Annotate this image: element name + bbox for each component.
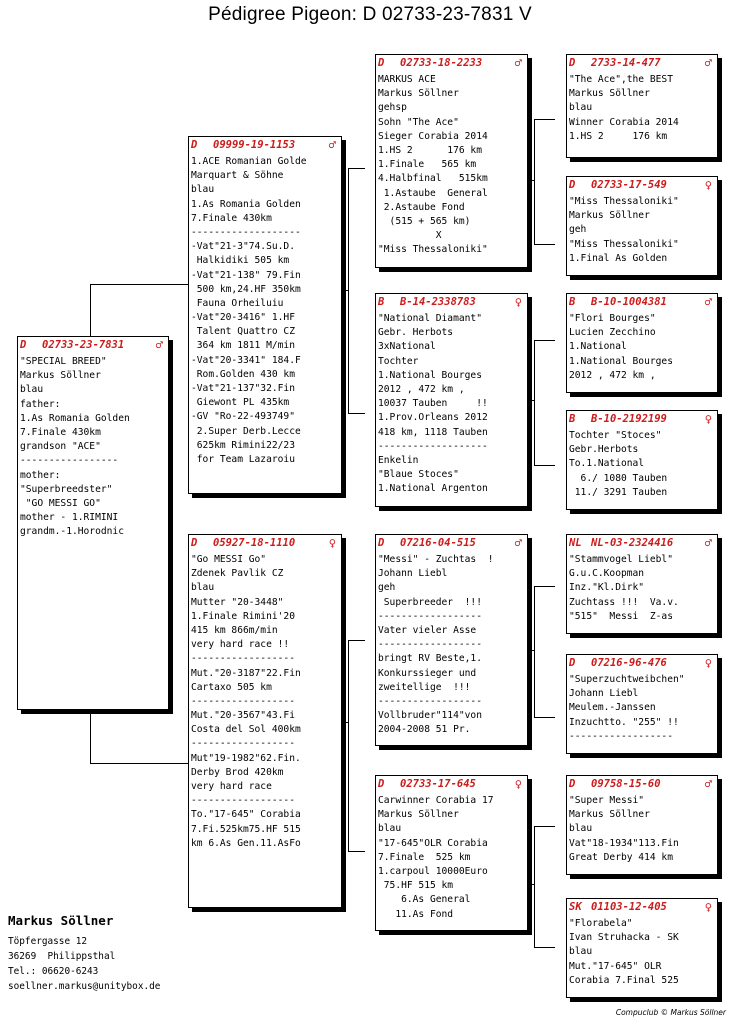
card-line: Corabia 7.Final 525	[569, 974, 679, 986]
card-header	[569, 178, 715, 192]
card-header	[569, 295, 715, 309]
male-sex-icon: ♂	[155, 338, 163, 352]
female-sex-icon: ♀	[514, 295, 522, 309]
card-header	[569, 777, 715, 791]
connector-ff-stub	[528, 180, 535, 181]
owner-address-city: 36269 Philippsthal	[8, 951, 116, 962]
card-line: 2.Astaube Fond	[378, 201, 465, 213]
card-line: 1.National Bourges	[569, 355, 673, 367]
card-line: ------------------	[191, 795, 295, 807]
card-line: father:	[20, 398, 61, 410]
country-code: SK	[569, 901, 582, 913]
card-line: ------------------	[378, 610, 482, 622]
card-line: Mut."20-3567"43.Fi	[191, 710, 295, 722]
card-line: grandm.-1.Horodnic	[20, 526, 124, 538]
card-header	[569, 412, 715, 426]
card-line: "Messi" - Zuchtas !	[378, 554, 494, 565]
country-code: NL	[569, 537, 582, 549]
card-line: 1.ACE Romanian Golde	[191, 156, 307, 167]
card-header	[569, 900, 715, 914]
connector-mf	[534, 586, 555, 718]
card-lines	[20, 355, 166, 539]
ring-number: 07216-96-476	[591, 657, 667, 669]
country-code: B	[569, 296, 576, 308]
card-line: Gebr. Herbots	[378, 327, 454, 339]
card-line: 1.As Romania Golden	[191, 198, 301, 210]
card-line: -Vat"21-138" 79.Fin	[191, 269, 301, 281]
female-sex-icon: ♀	[704, 900, 712, 914]
card-line: 1.As Romania Golden	[20, 412, 130, 424]
male-sex-icon: ♂	[514, 536, 522, 550]
card-line: Tochter	[378, 355, 419, 367]
card-line: Marquart & Söhne	[191, 170, 284, 182]
country-code: D	[569, 657, 576, 669]
card-line: Ivan Struhacka - SK	[569, 932, 679, 944]
card-line: blau	[569, 102, 593, 114]
card-header	[191, 536, 339, 550]
card-line: for Team Lazaroiu	[191, 453, 295, 465]
card-lines	[378, 794, 525, 922]
card-line: 3xNational	[378, 341, 436, 353]
ring-number: B-10-1004381	[591, 296, 667, 308]
card-line: 4.Halbfinal 515km	[378, 173, 488, 185]
card-line: 1.HS 2 176 km	[569, 130, 668, 142]
card-line: MARKUS ACE	[378, 74, 436, 85]
card-line: 6./ 1080 Tauben	[569, 472, 668, 484]
card-line: Inz."Kl.Dirk"	[569, 582, 645, 594]
card-line: blau	[191, 582, 215, 594]
card-lines	[569, 73, 715, 144]
card-line: blau	[569, 946, 593, 958]
pigeon-card-fmm	[566, 410, 718, 510]
ring-number: 09758-15-60	[591, 778, 661, 790]
pigeon-card-father	[188, 136, 342, 494]
card-line: ------------------	[569, 730, 673, 742]
card-line: Johann Liebl	[569, 688, 639, 700]
owner-phone: Tel.: 06620-6243	[8, 966, 99, 977]
card-line: Markus Söllner	[569, 809, 650, 821]
card-line: "515" Messi Z-as	[569, 610, 673, 622]
card-line: Mut."17-645" OLR	[569, 960, 662, 972]
card-line: 11.As Fond	[378, 908, 454, 920]
card-lines	[569, 917, 715, 988]
card-line: 10037 Tauben !!	[378, 398, 488, 410]
country-code: D	[20, 339, 27, 351]
card-line: blau	[20, 384, 44, 396]
card-line: 2004-2008 51 Pr.	[378, 724, 471, 736]
page-title: Pédigree Pigeon: D 02733-23-7831 V	[208, 4, 532, 25]
card-header	[378, 56, 525, 70]
card-line: 418 km, 1118 Tauben	[378, 426, 488, 438]
card-line: ------------------	[191, 695, 295, 707]
card-line: Derby Brod 420km	[191, 766, 284, 778]
card-line: "Florabela"	[569, 918, 633, 929]
card-line: zweitellige !!!	[378, 681, 471, 693]
card-line: Zdenek Pavlik CZ	[191, 568, 284, 580]
card-line: "Go MESSI Go"	[191, 554, 267, 565]
card-line: Talent Quattro CZ	[191, 326, 295, 338]
card-line: geh	[378, 582, 396, 594]
card-lines	[569, 794, 715, 865]
card-line: Winner Corabia 2014	[569, 116, 679, 128]
card-header	[569, 656, 715, 670]
card-line: 1.National Bourges	[378, 369, 482, 381]
owner-info	[8, 913, 160, 994]
card-header	[378, 777, 525, 791]
card-line: -------------------	[191, 226, 301, 238]
card-line: Tochter "Stoces"	[569, 430, 662, 441]
card-line: ------------------	[191, 738, 295, 750]
card-header	[191, 138, 339, 152]
card-line: Superbreeder !!!	[378, 596, 482, 608]
card-line: Markus Söllner	[569, 88, 650, 100]
card-header	[20, 338, 166, 352]
card-line: ------------------	[378, 695, 482, 707]
card-line: "National Diamant"	[378, 313, 482, 324]
card-line: km 6.As Gen.11.AsFo	[191, 837, 301, 849]
card-header	[569, 56, 715, 70]
pigeon-card-ffm	[566, 176, 718, 276]
pigeon-card-paternal-grandfather	[375, 54, 528, 268]
country-code: D	[378, 778, 385, 790]
male-sex-icon: ♂	[704, 536, 712, 550]
card-line: "GO MESSI GO"	[20, 497, 101, 509]
card-line: 2012 , 472 km ,	[378, 383, 465, 395]
card-line: Zuchtass !!! Va.v.	[569, 596, 679, 608]
ring-number: 02733-17-549	[591, 179, 667, 191]
card-line: "Flori Bourges"	[569, 313, 656, 324]
card-line: 7.Fi.525km75.HF 515	[191, 823, 301, 835]
card-line: 1.HS 2 176 km	[378, 144, 482, 156]
card-line: gehsp	[378, 102, 407, 114]
card-line: Costa del Sol 400km	[191, 724, 301, 736]
pigeon-card-paternal-grandmother	[375, 293, 528, 507]
country-code: B	[378, 296, 385, 308]
ring-number: B-10-2192199	[591, 413, 667, 425]
card-line: -------------------	[378, 440, 488, 452]
card-line: Mut"19-1982"62.Fin.	[191, 752, 301, 764]
card-line: grandson "ACE"	[20, 441, 101, 453]
card-line: 1.Final As Golden	[569, 252, 668, 264]
pigeon-card-mmf	[566, 775, 718, 875]
card-line: Markus Söllner	[569, 210, 650, 222]
card-line: 1.Finale 565 km	[378, 159, 477, 171]
ring-number: 02733-17-645	[400, 778, 476, 790]
card-line: blau	[569, 823, 593, 835]
card-line: Gebr.Herbots	[569, 444, 639, 456]
connector-mf-stub	[528, 650, 535, 651]
card-line: ------------------	[378, 639, 482, 651]
card-line: "The Ace",the BEST	[569, 74, 673, 85]
country-code: D	[191, 537, 198, 549]
pigeon-card-maternal-grandmother	[375, 775, 528, 931]
card-line: "Miss Thessaloniki"	[569, 238, 679, 250]
card-line: "Stammvogel Liebl"	[569, 554, 673, 565]
country-code: D	[191, 139, 198, 151]
card-line: 7.Finale 525 km	[378, 851, 471, 863]
card-line: "SPECIAL BREED"	[20, 356, 107, 367]
country-code: D	[378, 57, 385, 69]
card-line: Konkurssieger und	[378, 667, 477, 679]
card-line: To.1.National	[569, 458, 645, 470]
pigeon-card-fmf	[566, 293, 718, 393]
card-line: 625km Rimini22/23	[191, 439, 295, 451]
male-sex-icon: ♂	[704, 777, 712, 791]
card-lines	[569, 312, 715, 383]
card-line: (515 + 565 km)	[378, 215, 471, 227]
ring-number: B-14-2338783	[400, 296, 476, 308]
connector-father	[348, 168, 365, 414]
card-line: Meulem.-Janssen	[569, 702, 656, 714]
card-header	[378, 536, 525, 550]
card-line: -Vat"21-137"32.Fin	[191, 383, 295, 394]
card-line: "Miss Thessaloniki"	[378, 244, 488, 256]
female-sex-icon: ♀	[704, 412, 712, 426]
card-line: 1.Prov.Orleans 2012	[378, 412, 488, 424]
male-sex-icon: ♂	[704, 295, 712, 309]
card-line: geh	[569, 224, 587, 236]
female-sex-icon: ♀	[514, 777, 522, 791]
copyright-footer: Compuclub © Markus Söllner	[615, 1008, 726, 1017]
card-line: -GV "Ro-22-493749"	[191, 411, 295, 423]
pigeon-card-maternal-grandfather	[375, 534, 528, 746]
connector-father-stub	[342, 290, 349, 291]
card-line: Cartaxo 505 km	[191, 681, 272, 693]
card-line: very hard race !!	[191, 639, 290, 651]
card-line: Mut."20-3187"22.Fin	[191, 667, 301, 679]
card-line: Markus Söllner	[20, 370, 101, 382]
male-sex-icon: ♂	[704, 56, 712, 70]
ring-number: 05927-18-1110	[213, 537, 296, 549]
pigeon-card-fff	[566, 54, 718, 158]
card-lines	[569, 673, 715, 744]
connector-fm-stub	[528, 400, 535, 401]
card-line: To."17-645" Corabia	[191, 809, 301, 821]
card-lines	[569, 195, 715, 266]
country-code: B	[569, 413, 576, 425]
card-line: "Superzuchtweibchen"	[569, 674, 685, 685]
pigeon-card-mff	[566, 534, 718, 634]
card-line: G.u.C.Koopman	[569, 568, 645, 580]
female-sex-icon: ♀	[704, 656, 712, 670]
card-line: Johann Liebl	[378, 568, 448, 580]
ring-number: 09999-19-1153	[213, 139, 296, 151]
card-line: very hard race	[191, 781, 272, 792]
card-line: 1.carpoul 10000Euro	[378, 865, 488, 877]
card-lines	[378, 312, 525, 496]
card-line: "17-645"OLR Corabia	[378, 837, 488, 849]
card-line: -Vat"20-3416" 1.HF	[191, 312, 295, 324]
male-sex-icon: ♂	[328, 138, 336, 152]
pigeon-card-subject	[17, 336, 169, 710]
country-code: D	[569, 57, 576, 69]
card-line: Sieger Corabia 2014	[378, 130, 488, 142]
owner-address-street: Töpfergasse 12	[8, 936, 88, 947]
ring-number: 2733-14-477	[591, 57, 661, 69]
card-line: mother:	[20, 469, 61, 481]
card-line: Fauna Orheiluiu	[191, 297, 284, 309]
connector-ff	[534, 119, 555, 245]
card-line: 500 km,24.HF 350km	[191, 283, 301, 295]
card-line: ------------------	[191, 653, 295, 665]
card-line: Vater vieler Asse	[378, 624, 477, 636]
ring-number: NL-03-2324416	[591, 537, 674, 549]
pigeon-card-mother	[188, 534, 342, 908]
card-line: Giewont PL 435km	[191, 397, 290, 409]
card-line: Mutter "20-3448"	[191, 596, 284, 608]
pigeon-card-mfm	[566, 654, 718, 754]
card-line: Great Derby 414 km	[569, 851, 673, 863]
card-lines	[569, 553, 715, 624]
card-lines	[569, 429, 715, 500]
card-line: 364 km 1811 M/min	[191, 340, 295, 352]
card-line: -Vat"21-3"74.Su.D.	[191, 241, 295, 253]
connector-mother	[348, 640, 365, 852]
female-sex-icon: ♀	[704, 178, 712, 192]
card-line: -----------------	[20, 455, 119, 467]
card-line: Markus Söllner	[378, 809, 459, 821]
card-line: 7.Finale 430km	[20, 426, 101, 438]
card-lines	[378, 73, 525, 257]
country-code: D	[569, 179, 576, 191]
card-line: 2012 , 472 km ,	[569, 369, 656, 381]
card-line: 7.Finale 430km	[191, 212, 272, 224]
card-line: Sohn "The Ace"	[378, 116, 459, 128]
pigeon-card-mmm	[566, 898, 718, 998]
ring-number: 02733-23-7831	[42, 339, 125, 351]
ring-number: 01103-12-405	[591, 901, 667, 913]
connector-mother-stub	[342, 722, 349, 723]
owner-email: soellner.markus@unitybox.de	[8, 981, 161, 992]
card-line: 75.HF 515 km	[378, 880, 454, 892]
card-line: 11./ 3291 Tauben	[569, 486, 668, 498]
card-line: "Super Messi"	[569, 795, 645, 806]
ring-number: 07216-04-515	[400, 537, 476, 549]
connector-mm	[534, 826, 555, 948]
card-line: 1.National Argenton	[378, 483, 488, 495]
card-line: 2.Super Derb.Lecce	[191, 425, 301, 437]
card-lines	[378, 553, 525, 737]
card-line: "Blaue Stoces"	[378, 469, 459, 481]
card-line: Halkidiki 505 km	[191, 255, 290, 267]
card-line: 1.National	[569, 341, 627, 353]
card-line: mother - 1.RIMINI	[20, 512, 119, 524]
card-line: Markus Söllner	[378, 88, 459, 100]
card-line: 6.As General	[378, 894, 471, 906]
country-code: D	[378, 537, 385, 549]
connector-mm-stub	[528, 884, 535, 885]
card-line: Vat"18-1934"113.Fin	[569, 837, 679, 849]
ring-number: 02733-18-2233	[400, 57, 483, 69]
card-header	[378, 295, 525, 309]
card-line: Carwinner Corabia 17	[378, 795, 494, 806]
card-line: X	[378, 230, 442, 242]
male-sex-icon: ♂	[514, 56, 522, 70]
country-code: D	[569, 778, 576, 790]
card-line: Vollbruder"114"von	[378, 710, 482, 722]
card-line: Inzuchtto. "255" !!	[569, 716, 679, 728]
card-line: bringt RV Beste,1.	[378, 653, 482, 665]
card-line: blau	[191, 184, 215, 196]
female-sex-icon: ♀	[328, 536, 336, 550]
card-header	[569, 536, 715, 550]
card-line: 415 km 866m/min	[191, 624, 278, 636]
card-line: "Superbreedster"	[20, 483, 113, 495]
owner-name: Markus Söllner	[8, 913, 114, 928]
connector-fm	[534, 340, 555, 466]
card-lines	[191, 553, 339, 851]
card-line: Lucien Zecchino	[569, 327, 656, 339]
card-line: Enkelin	[378, 454, 419, 466]
card-line: 1.Astaube General	[378, 187, 488, 199]
card-line: 1.Finale Rimini'20	[191, 610, 295, 622]
card-line: -Vat"20-3341" 184.F	[191, 354, 301, 366]
card-line: Rom.Golden 430 km	[191, 368, 295, 380]
card-line: blau	[378, 823, 402, 835]
card-line: "Miss Thessaloniki"	[569, 196, 679, 207]
card-lines	[191, 155, 339, 467]
